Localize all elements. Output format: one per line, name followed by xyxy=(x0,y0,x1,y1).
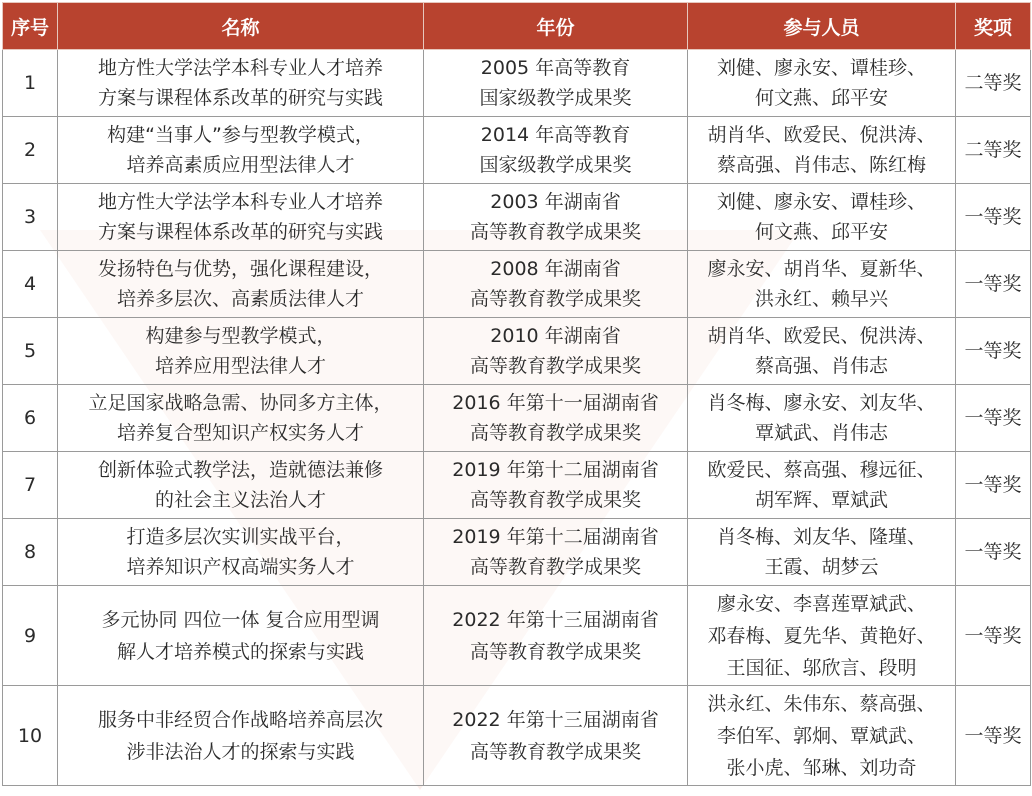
participants-line: 洪永红、朱伟东、蔡高强、 xyxy=(707,692,936,715)
award-year-cell xyxy=(424,452,688,519)
participants-cell xyxy=(688,686,956,786)
table-row xyxy=(3,385,1031,452)
participants-line: 刘健、廖永安、谭桂珍、 xyxy=(716,57,926,79)
participants-line: 洪永红、赖早兴 xyxy=(754,288,888,310)
award-year-cell xyxy=(424,586,688,686)
award-name-line: 创新体验式教学法，造就德法兼修 xyxy=(97,459,383,481)
award-name-cell xyxy=(58,50,424,117)
table-row xyxy=(3,519,1031,586)
award-name-line: 地方性大学法学本科专业人才培养 xyxy=(97,191,383,213)
participants-line: 廖永安、胡肖华、夏新华、 xyxy=(707,258,936,280)
award-name-line: 打造多层次实训实战平台， xyxy=(126,526,355,548)
participants-line: 廖永安、李喜莲覃斌武、 xyxy=(716,592,926,615)
table-row xyxy=(3,686,1031,786)
award-year-line: 高等教育教学成果奖 xyxy=(469,640,641,663)
award-level-cell: 一等奖 xyxy=(956,385,1031,452)
award-year-line: 国家级教学成果奖 xyxy=(479,154,632,176)
table-row xyxy=(3,318,1031,385)
participants-line: 胡肖华、欧爱民、倪洪涛、 xyxy=(707,124,936,146)
participants-cell xyxy=(688,184,956,251)
award-name-cell xyxy=(58,586,424,686)
awards-table xyxy=(2,2,1031,786)
header-year: 年份 xyxy=(424,3,688,50)
participants-line: 蔡高强、肖伟志 xyxy=(754,355,888,377)
participants-line: 胡肖华、欧爱民、倪洪涛、 xyxy=(707,325,936,347)
award-year-line: 高等教育教学成果奖 xyxy=(469,740,641,763)
award-name-line: 涉非法治人才的探索与实践 xyxy=(126,740,355,763)
table-header-row xyxy=(3,3,1031,50)
award-year-line: 高等教育教学成果奖 xyxy=(469,489,641,511)
table-row xyxy=(3,452,1031,519)
header-award: 奖项 xyxy=(956,3,1031,50)
award-year-line: 国家级教学成果奖 xyxy=(479,87,632,109)
participants-line: 何文燕、邱平安 xyxy=(754,87,888,109)
participants-line: 何文燕、邱平安 xyxy=(754,221,888,243)
participants-line: 蔡高强、肖伟志、陈红梅 xyxy=(716,154,926,176)
award-year-cell xyxy=(424,184,688,251)
award-year-line: 高等教育教学成果奖 xyxy=(469,556,641,578)
award-year-line: 2022 年第十三届湖南省 xyxy=(452,708,659,731)
award-year-line: 高等教育教学成果奖 xyxy=(469,422,641,444)
award-level-cell: 一等奖 xyxy=(956,318,1031,385)
participants-cell xyxy=(688,519,956,586)
participants-cell xyxy=(688,251,956,318)
participants-line: 邓春梅、夏先华、黄艳好、 xyxy=(707,624,936,647)
award-year-cell xyxy=(424,251,688,318)
participants-cell xyxy=(688,452,956,519)
row-number-cell: 9 xyxy=(3,586,58,686)
award-year-line: 2016 年第十一届湖南省 xyxy=(452,392,659,414)
participants-line: 张小虎、邹琳、刘功奇 xyxy=(726,756,917,779)
award-year-cell xyxy=(424,519,688,586)
table-row xyxy=(3,117,1031,184)
award-level-cell: 一等奖 xyxy=(956,251,1031,318)
award-level-cell: 二等奖 xyxy=(956,50,1031,117)
row-number-cell: 4 xyxy=(3,251,58,318)
award-name-cell xyxy=(58,251,424,318)
table-body xyxy=(3,50,1031,786)
participants-cell xyxy=(688,50,956,117)
participants-line: 王霞、胡梦云 xyxy=(764,556,879,578)
participants-cell xyxy=(688,385,956,452)
award-name-line: 培养多层次、高素质法律人才 xyxy=(116,288,364,310)
award-year-cell xyxy=(424,50,688,117)
award-level-cell: 二等奖 xyxy=(956,117,1031,184)
award-name-line: 培养高素质应用型法律人才 xyxy=(126,154,355,176)
award-year-line: 2003 年湖南省 xyxy=(490,191,621,213)
award-year-cell xyxy=(424,117,688,184)
row-number-cell: 8 xyxy=(3,519,58,586)
participants-line: 肖冬梅、廖永安、刘友华、 xyxy=(707,392,936,414)
award-year-line: 2014 年高等教育 xyxy=(480,124,631,146)
participants-line: 肖冬梅、刘友华、隆瑾、 xyxy=(716,526,926,548)
award-name-line: 培养知识产权高端实务人才 xyxy=(126,556,355,578)
row-number-cell: 2 xyxy=(3,117,58,184)
award-name-line: 地方性大学法学本科专业人才培养 xyxy=(97,57,383,79)
award-name-line: 服务中非经贸合作战略培养高层次 xyxy=(97,708,383,731)
award-name-cell xyxy=(58,318,424,385)
award-name-line: 构建参与型教学模式， xyxy=(145,325,336,347)
table-row xyxy=(3,586,1031,686)
award-year-line: 高等教育教学成果奖 xyxy=(469,288,641,310)
participants-line: 胡军辉、覃斌武 xyxy=(754,489,888,511)
award-name-cell xyxy=(58,184,424,251)
award-name-cell xyxy=(58,686,424,786)
award-name-line: 方案与课程体系改革的研究与实践 xyxy=(97,87,383,109)
award-name-line: 解人才培养模式的探索与实践 xyxy=(116,640,364,663)
award-name-line: 的社会主义法治人才 xyxy=(154,489,326,511)
award-name-cell xyxy=(58,452,424,519)
award-name-line: 培养应用型法律人才 xyxy=(154,355,326,377)
award-year-cell xyxy=(424,385,688,452)
award-year-cell xyxy=(424,686,688,786)
participants-line: 李伯军、郭炯、覃斌武、 xyxy=(716,724,926,747)
award-name-line: 立足国家战略急需、协同多方主体， xyxy=(88,392,393,414)
header-people: 参与人员 xyxy=(688,3,956,50)
participants-cell xyxy=(688,586,956,686)
row-number-cell: 10 xyxy=(3,686,58,786)
award-year-line: 2019 年第十二届湖南省 xyxy=(452,459,659,481)
award-level-cell: 一等奖 xyxy=(956,184,1031,251)
award-name-line: 构建“当事人”参与型教学模式， xyxy=(107,124,374,146)
award-level-cell: 一等奖 xyxy=(956,586,1031,686)
award-year-line: 2005 年高等教育 xyxy=(480,57,631,79)
row-number-cell: 1 xyxy=(3,50,58,117)
row-number-cell: 3 xyxy=(3,184,58,251)
header-no: 序号 xyxy=(3,3,58,50)
award-name-line: 培养复合型知识产权实务人才 xyxy=(116,422,364,444)
row-number-cell: 6 xyxy=(3,385,58,452)
participants-cell xyxy=(688,318,956,385)
award-year-line: 高等教育教学成果奖 xyxy=(469,221,641,243)
header-name: 名称 xyxy=(58,3,424,50)
row-number-cell: 5 xyxy=(3,318,58,385)
award-year-line: 2010 年湖南省 xyxy=(490,325,621,347)
award-level-cell: 一等奖 xyxy=(956,452,1031,519)
table-row xyxy=(3,50,1031,117)
award-level-cell: 一等奖 xyxy=(956,686,1031,786)
participants-line: 欧爱民、蔡高强、穆远征、 xyxy=(707,459,936,481)
row-number-cell: 7 xyxy=(3,452,58,519)
award-year-line: 高等教育教学成果奖 xyxy=(469,355,641,377)
award-name-cell xyxy=(58,117,424,184)
table-row xyxy=(3,251,1031,318)
participants-line: 王国征、邬欣言、段明 xyxy=(726,656,917,679)
award-name-line: 发扬特色与优势，强化课程建设， xyxy=(97,258,383,280)
award-year-cell xyxy=(424,318,688,385)
award-name-line: 多元协同 四位一体 复合应用型调 xyxy=(101,608,380,631)
award-name-line: 方案与课程体系改革的研究与实践 xyxy=(97,221,383,243)
award-name-cell xyxy=(58,385,424,452)
award-name-cell xyxy=(58,519,424,586)
participants-line: 覃斌武、肖伟志 xyxy=(754,422,888,444)
award-year-line: 2022 年第十三届湖南省 xyxy=(452,608,659,631)
award-year-line: 2008 年湖南省 xyxy=(490,258,621,280)
table-row xyxy=(3,184,1031,251)
award-level-cell: 一等奖 xyxy=(956,519,1031,586)
participants-cell xyxy=(688,117,956,184)
award-year-line: 2019 年第十二届湖南省 xyxy=(452,526,659,548)
participants-line: 刘健、廖永安、谭桂珍、 xyxy=(716,191,926,213)
